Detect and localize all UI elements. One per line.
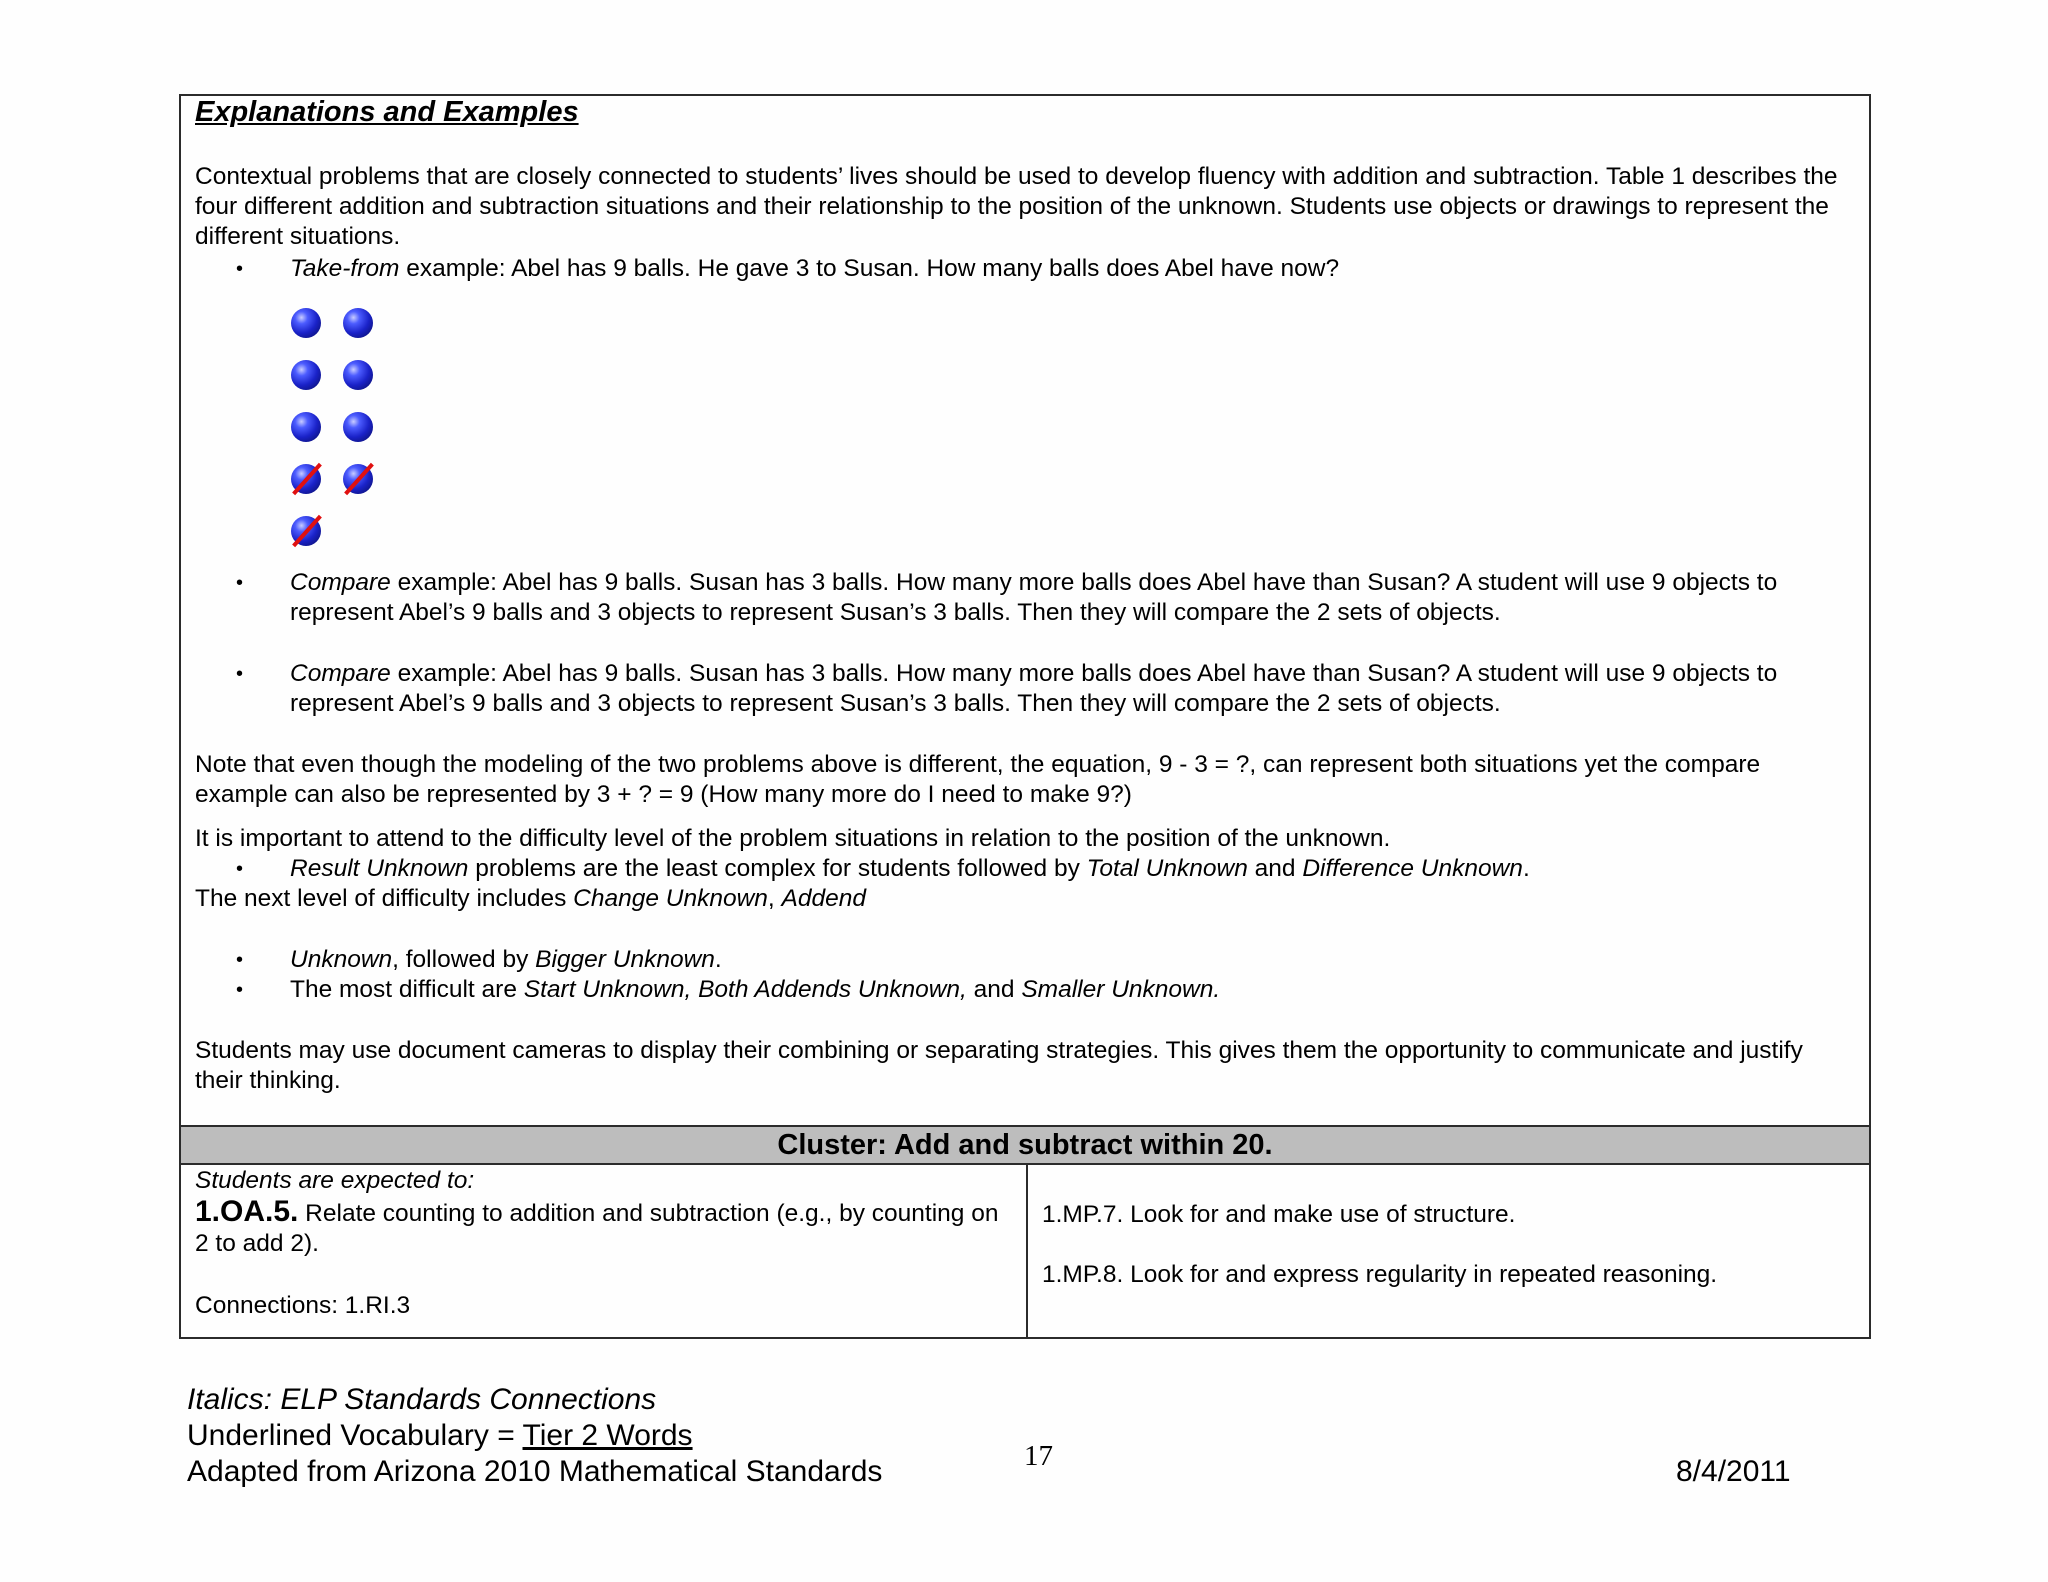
cross-out-mark [344, 463, 374, 495]
footer-date: 8/4/2011 [1676, 1455, 1791, 1488]
ball-icon [291, 412, 321, 442]
cross-out-mark [292, 463, 322, 495]
note-paragraph: Note that even though the modeling of the two problems above is different, the equation, 9 - 3 = ?, can represent both situations yet the compare example can also be represented by 3 + ? = 9 (How many more do I need to make 9?) [195, 751, 1761, 808]
standard-column [181, 1165, 1028, 1337]
bullet-text: . [1522, 855, 1530, 882]
crossed-ball-icon [343, 464, 373, 494]
result-unknown-term: Result Unknown [290, 855, 469, 882]
change-unknown-term: Change Unknown [573, 885, 768, 912]
take-from-term: Take-from [290, 255, 400, 282]
bigger-unknown-term: Bigger Unknown [535, 946, 715, 973]
practices-column [1028, 1165, 1869, 1337]
cluster-header: Cluster: Add and subtract within 20. [181, 1125, 1869, 1165]
footer-underlined-line [187, 1419, 693, 1453]
tier-2-words-term: Tier 2 Words [522, 1419, 693, 1452]
connections-text: Connections: 1.RI.3 [195, 1292, 411, 1319]
cameras-paragraph: Students may use document cameras to display their combining or separating strategies. This gives them the opportunity to communicate and justify their thinking. [195, 1037, 1803, 1094]
take-from-text: example: Abel has 9 balls. He gave 3 to Susan. How many balls does Abel have now? [399, 255, 1340, 282]
next-level-paragraph [195, 884, 1855, 914]
bullet-text: , followed by [392, 946, 536, 973]
bullet-icon [236, 254, 243, 284]
paragraph-text: The next level of difficulty includes [195, 885, 574, 912]
bullet-icon [236, 659, 243, 689]
compare-text: example: Abel has 9 balls. Susan has 3 balls. How many more balls does Abel have than Susan? A student will use 9 objects to represent Abel’s 9 balls and 3 objects to represent Susan’s 3 balls. Then they will compare the 2 sets of objects. [290, 660, 1778, 717]
bullet-icon [236, 945, 243, 975]
ball-icon [291, 360, 321, 390]
compare-term: Compare [290, 569, 391, 596]
section-heading: Explanations and Examples [195, 96, 579, 128]
bullet-text: and [966, 976, 1022, 1003]
footer-italics-line: Italics: ELP Standards Connections [187, 1383, 657, 1416]
practice-mp7: 1.MP.7. Look for and make use of structure. [1042, 1201, 1516, 1228]
start-unknown-term: Start Unknown, Both Addends Unknown, [523, 976, 967, 1003]
bullet-text: problems are the least complex for students followed by [468, 855, 1087, 882]
intro-paragraph: Contextual problems that are closely connected to students’ lives should be used to develop fluency with addition and subtraction. Table 1 describes the four different addition and subtraction situations and their relationship to the position of the unknown. Students use objects or drawings to represent the different situations. [195, 163, 1838, 250]
crossed-ball-icon [291, 516, 321, 546]
difference-unknown-term: Difference Unknown [1302, 855, 1523, 882]
ball-icon [343, 412, 373, 442]
crossed-ball-icon [291, 464, 321, 494]
paragraph-text: , [767, 885, 782, 912]
standard-description: Relate counting to addition and subtraction (e.g., by counting on 2 to add 2). [195, 1200, 999, 1257]
explanations-section [181, 96, 1869, 1125]
addend-term: Addend [781, 885, 867, 912]
page-number: 17 [1024, 1440, 1053, 1472]
footer-text: Underlined Vocabulary = [187, 1419, 523, 1452]
footer-adapted-line: Adapted from Arizona 2010 Mathematical Standards [187, 1455, 883, 1488]
bullet-icon [236, 854, 243, 884]
important-paragraph: It is important to attend to the difficulty level of the problem situations in relation to the position of the unknown. [195, 825, 1391, 852]
bullet-text: . [714, 946, 722, 973]
bullet-icon [236, 975, 243, 1005]
total-unknown-term: Total Unknown [1086, 855, 1248, 882]
bullet-text: and [1247, 855, 1303, 882]
ball-icon [291, 308, 321, 338]
ball-icon [343, 360, 373, 390]
cluster-grid [181, 1165, 1869, 1337]
expected-label: Students are expected to: [195, 1167, 475, 1194]
explanations-table [179, 94, 1871, 1339]
standard-text [195, 1197, 1015, 1259]
bullet-icon [236, 568, 243, 598]
bullet-text: The most difficult are [290, 976, 524, 1003]
ball-icon [343, 308, 373, 338]
smaller-unknown-term: Smaller Unknown. [1021, 976, 1221, 1003]
balls-illustration [291, 308, 411, 568]
compare-text: example: Abel has 9 balls. Susan has 3 balls. How many more balls does Abel have than Susan? A student will use 9 objects to represent Abel’s 9 balls and 3 objects to represent Susan’s 3 balls. Then they will compare the 2 sets of objects. [290, 569, 1778, 626]
standard-code: 1.OA.5. [195, 1195, 299, 1228]
unknown-term: Unknown [290, 946, 393, 973]
practice-mp8: 1.MP.8. Look for and express regularity in repeated reasoning. [1042, 1261, 1718, 1288]
cross-out-mark [292, 515, 322, 547]
compare-term: Compare [290, 660, 391, 687]
